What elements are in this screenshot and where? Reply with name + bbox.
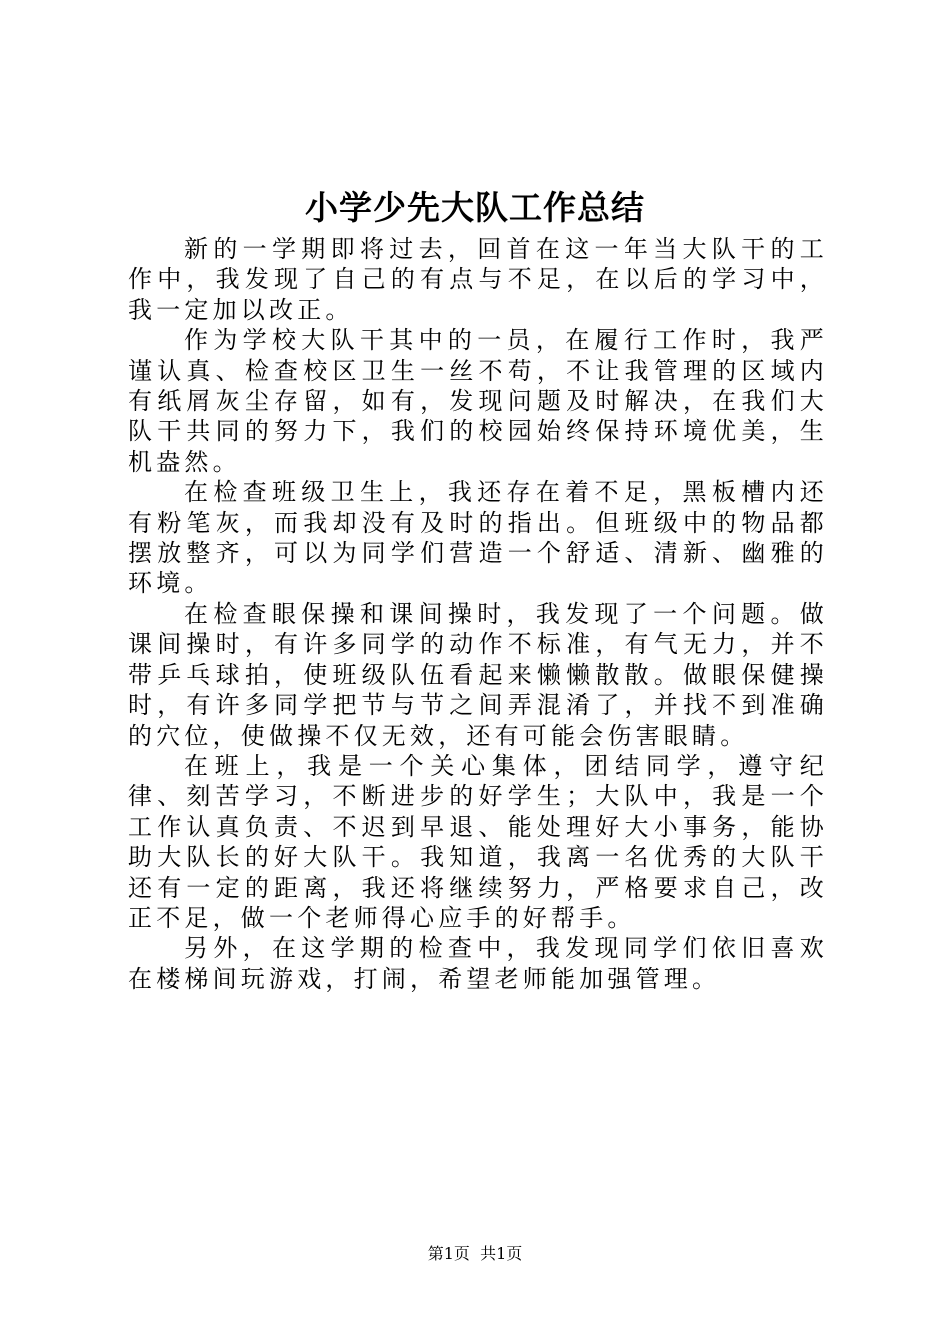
paragraph-1: 新的一学期即将过去，回首在这一年当大队干的工作中，我发现了自己的有点与不足，在以后的学习中，我一定加以改正。 xyxy=(128,235,828,324)
paragraph-4: 在检查眼保操和课间操时，我发现了一个问题。做课间操时，有许多同学的动作不标准，有气无力，并不带乒乓球拍，使班级队伍看起来懒懒散散。做眼保健操时，有许多同学把节与节之间弄混淆了，并找不到准确的穴位，使做操不仅无效，还有可能会伤害眼睛。 xyxy=(128,599,828,750)
page-number: 第1页 共1页 xyxy=(427,1244,523,1263)
page-footer xyxy=(0,1242,950,1266)
paragraph-3: 在检查班级卫生上，我还存在着不足，黑板槽内还有粉笔灰，而我却没有及时的指出。但班级中的物品都摆放整齐，可以为同学们营造一个舒适、清新、幽雅的环境。 xyxy=(128,478,828,598)
paragraph-2: 作为学校大队干其中的一员，在履行工作时，我严谨认真、检查校区卫生一丝不苟，不让我管理的区域内有纸屑灰尘存留，如有，发现问题及时解决，在我们大队干共同的努力下，我们的校园始终保持环境优美，生机盎然。 xyxy=(128,326,828,476)
paragraph-5: 在班上，我是一个关心集体，团结同学，遵守纪律、刻苦学习，不断进步的好学生；大队中，我是一个工作认真负责、不迟到早退、能处理好大小事务，能协助大队长的好大队干。我知道，我离一名优秀的大队干还有一定的距离，我还将继续努力，严格要求自己，改正不足，做一个老师得心应手的好帮手。 xyxy=(128,751,828,932)
document-body xyxy=(128,234,828,994)
page-title: 小学少先大队工作总结 xyxy=(305,188,645,227)
paragraph-6: 另外，在这学期的检查中，我发现同学们依旧喜欢在楼梯间玩游戏，打闹，希望老师能加强管理。 xyxy=(128,934,828,993)
